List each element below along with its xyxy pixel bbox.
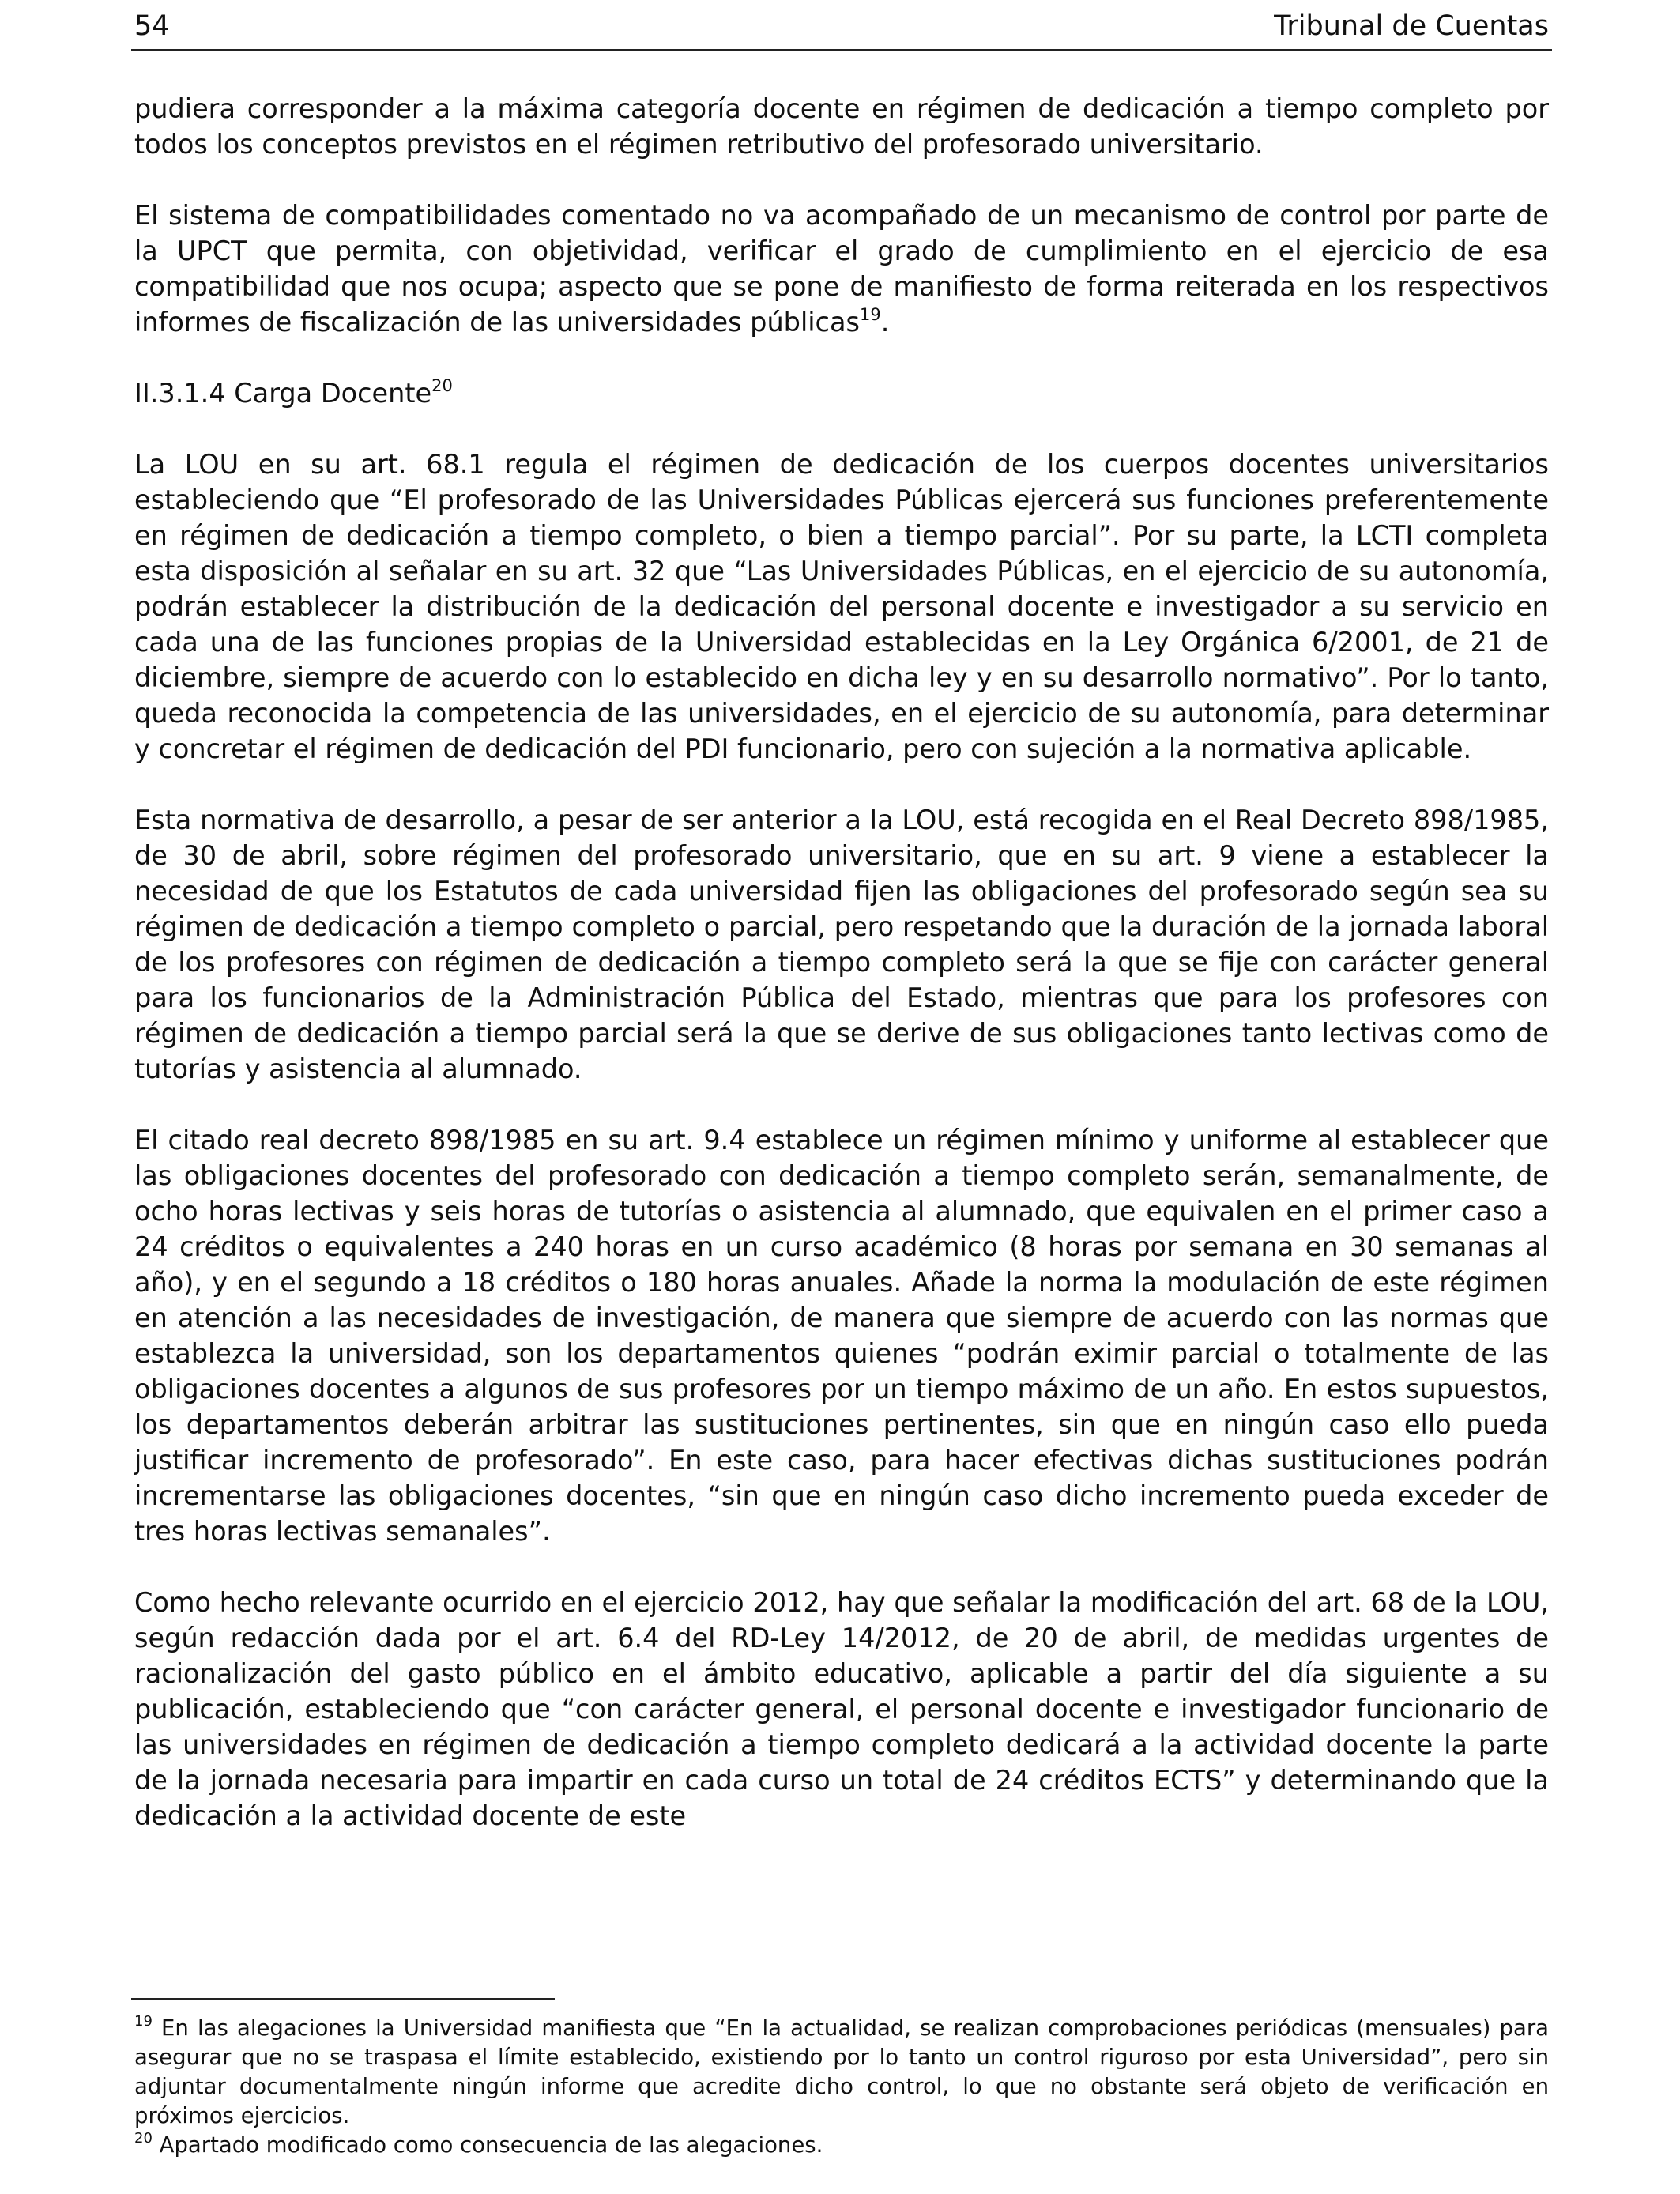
section-heading xyxy=(134,375,1549,411)
header-title: Tribunal de Cuentas xyxy=(1274,10,1549,42)
footnote-number: 19 xyxy=(134,2013,153,2030)
page-number: 54 xyxy=(134,10,170,42)
footnote-ref-20[interactable]: 20 xyxy=(431,376,453,395)
paragraph-compatibilidades xyxy=(134,198,1549,340)
paragraph-normativa: Esta normativa de desarrollo, a pesar de ser anterior a la LOU, está recogida en el Real Decreto 898/1985, de 30 de abril, sobre régimen del profesorado universitario, que en su art. 9 viene a establecer la necesidad de que los Estatutos de cada universidad fijen las obligaciones del profesorado según sea su régimen de dedicación a tiempo completo o parcial, pero respetando que la duración de la jornada laboral de los profesores con régimen de dedicación a tiempo completo será la que se fije con carácter general para los funcionarios de la Administración Pública del Estado, mientras que para los profesores con régimen de dedicación a tiempo parcial será la que se derive de sus obligaciones tanto lectivas como de tutorías y asistencia al alumnado. xyxy=(134,805,1549,1084)
paragraph-real-decreto: El citado real decreto 898/1985 en su art. 9.4 establece un régimen mínimo y uniforme al establecer que las obligaciones docentes del profesorado con dedicación a tiempo completo serán, semanalmente, de ocho horas lectivas y seis horas de tutorías o asistencia al alumnado, que equivalen en el primer caso a 24 créditos o equivalentes a 240 horas en un curso académico (8 horas por semana en 30 semanas al año), y en el segundo a 18 créditos o 180 horas anuales. Añade la norma la modulación de este régimen en atención a las necesidades de investigación, de manera que siempre de acuerdo con las normas que establezca la universidad, son los departamentos quienes “podrán eximir parcial o totalmente de las obligaciones docentes a algunos de sus profesores por un tiempo máximo de un año. En estos supuestos, los departamentos deberán arbitrar las sustituciones pertinentes, sin que en ningún caso ello pueda justificar incremento de profesorado”. En este caso, para hacer efectivas dichas sustituciones podrán incrementarse las obligaciones docentes, “sin que en ningún caso dicho incremento pueda exceder de tres horas lectivas semanales”. xyxy=(134,1125,1549,1547)
footnote-20 xyxy=(134,2131,1549,2160)
footnote-ref-19[interactable]: 19 xyxy=(859,305,881,324)
page-header xyxy=(131,0,1552,51)
paragraph-lou: La LOU en su art. 68.1 regula el régimen de dedicación de los cuerpos docentes universitarios estableciendo que “El profesorado de las Universidades Públicas ejercerá sus funciones preferentemente en régimen de dedicación a tiempo completo, o bien a tiempo parcial”. Por su parte, la LCTI completa esta disposición al señalar en su art. 32 que “Las Universidades Públicas, en el ejercicio de su autonomía, podrán establecer la distribución de la dedicación del personal docente e investigador a su servicio en cada una de las funciones propias de la Universidad establecidas en la Ley Orgánica 6/2001, de 21 de diciembre, siempre de acuerdo con lo establecido en dicha ley y en su desarrollo normativo”. Por lo tanto, queda reconocida la competencia de las universidades, en el ejercicio de su autonomía, para determinar y concretar el régimen de dedicación del PDI funcionario, pero con sujeción a la normativa aplicable. xyxy=(134,449,1549,764)
paragraph-continuation: pudiera corresponder a la máxima categoría docente en régimen de dedicación a tiempo completo por todos los conceptos previstos en el régimen retributivo del profesorado universitario. xyxy=(134,93,1549,160)
paragraph-hecho-relevante: Como hecho relevante ocurrido en el ejercicio 2012, hay que señalar la modificación del art. 68 de la LOU, según redacción dada por el art. 6.4 del RD-Ley 14/2012, de 20 de abril, de medidas urgentes de racionalización del gasto público en el ámbito educativo, aplicable a partir del día siguiente a su publicación, estableciendo que “con carácter general, el personal docente e investigador funcionario de las universidades en régimen de dedicación a tiempo completo dedicará a la actividad docente la parte de la jornada necesaria para impartir en cada curso un total de 24 créditos ECTS” y determinando que la dedicación a la actividad docente de este xyxy=(134,1587,1549,1831)
footnote-number: 20 xyxy=(134,2130,153,2147)
paragraph-end: . xyxy=(880,307,890,337)
footnote-separator xyxy=(131,1998,555,2000)
page-body xyxy=(134,91,1549,1834)
footnote-text: En las alegaciones la Universidad manifiesta que “En la actualidad, se realizan comprobaciones periódicas (mensuales) para asegurar que no se traspasa el límite establecido, existiendo por lo tanto un control riguroso por esta Universidad”, pero sin adjuntar documentalmente ningún informe que acredite dicho control, lo que no obstante será objeto de verificación en próximos ejercicios. xyxy=(134,2015,1549,2128)
footnote-19 xyxy=(134,2014,1549,2131)
paragraph-text: El sistema de compatibilidades comentado no va acompañado de un mecanismo de control por parte de la UPCT que permita, con objetividad, verificar el grado de cumplimiento en el ejercicio de esa compatibilidad que nos ocupa; aspecto que se pone de manifiesto de forma reiterada en los respectivos informes de fiscalización de las universidades públicas xyxy=(134,200,1549,337)
section-heading-text: II.3.1.4 Carga Docente xyxy=(134,378,432,409)
footnote-text: Apartado modificado como consecuencia de las alegaciones. xyxy=(152,2132,823,2158)
footnotes xyxy=(134,2014,1549,2160)
